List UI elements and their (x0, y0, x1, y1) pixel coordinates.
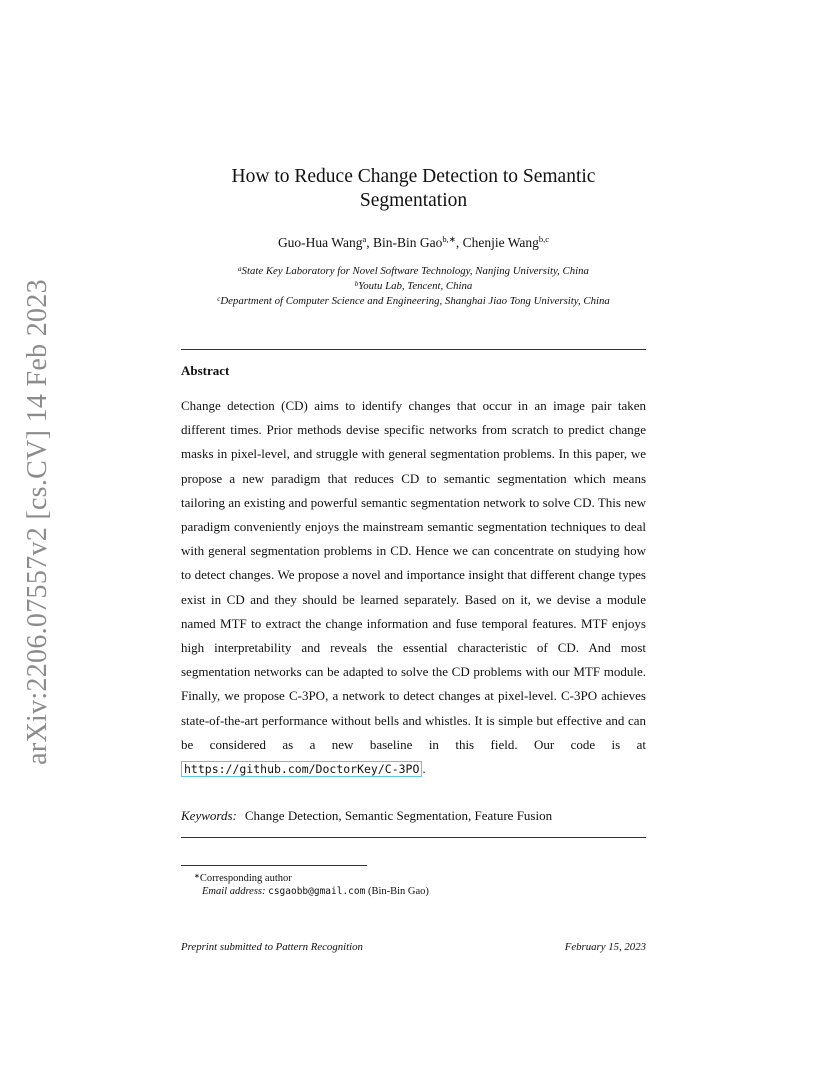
footnotes (194, 870, 429, 898)
paper-title (181, 165, 646, 213)
author: Guo-Hua Wang$^a$, (277, 234, 373, 250)
preprint-note: Preprint submitted to Pattern Recognition (181, 941, 363, 953)
code-link[interactable]: https://github.com/DoctorKey/C-3PO (181, 761, 422, 777)
affiliation: $^b$Youtu Lab, Tencent, China (354, 280, 473, 293)
abstract-top-rule (181, 349, 646, 350)
keywords-label: Keywords: (181, 808, 237, 823)
author: Bin-Bin Gao$^{b,∗}$, (373, 234, 463, 250)
abstract-heading: Abstract (181, 363, 230, 378)
affiliations (160, 263, 667, 309)
keywords (181, 808, 646, 824)
affiliation: $^c$Department of Computer Science and Engineering, Shanghai Jiao Tong University, China (217, 295, 610, 308)
title-line-1: How to Reduce Change Detection to Semantic (231, 166, 596, 187)
affiliation: $^a$State Key Laboratory for Novel Software Technology, Nanjing University, China (238, 265, 589, 277)
author-list (181, 234, 646, 251)
footnote-rule (181, 865, 367, 866)
title-line-2: Segmentation (359, 190, 468, 211)
abstract-body: Change detection (CD) aims to identify changes that occur in an image pair taken different times. Prior methods devise specific networks from scratch to predict change masks in pixel-level, and struggle with general segmentation problems. In this paper, we propose a new paradigm that reduces CD to semantic segmentation which means tailoring an existing and powerful semantic segmentation network to solve CD. This new paradigm conveniently enjoys the mainstream semantic segmentation techniques to deal with general segmentation problems in CD. Hence we can concentrate on studying how to detect changes. We propose a novel and importance insight that different change types exist in CD and they should be learned separately. Based on it, we devise a module named MTF to extract the change information and fuse temporal features. MTF enjoys high interpretability and reveals the essential characteristic of CD. And most segmentation networks can be adapted to solve the CD problems with our MTF module. Finally, we propose C-3PO, a network to detect changes at pixel-level. C-3PO achieves state-of-the-art performance without bells and whistles. It is simple but effective and can be considered as a new baseline in this field. Our code is at https://github.com/DoctorKey/C-3PO . (181, 398, 646, 777)
email-address: csgaobb@gmail.com (268, 886, 366, 897)
preprint-date: February 15, 2023 (564, 941, 646, 953)
abstract-bottom-rule (181, 837, 646, 838)
author: Chenjie Wang$^{b,c}$ (462, 234, 550, 250)
arxiv-stamp: arXiv:2206.07557v2 [cs.CV] 14 Feb 2023 (22, 279, 53, 765)
footnote-email: Email address: csgaobb@gmail.com (Bin-Bin Gao) (202, 886, 429, 897)
keywords-list: Change Detection, Semantic Segmentation, Feature Fusion (244, 808, 553, 823)
footnote-corresponding: ∗Corresponding author (194, 872, 292, 884)
